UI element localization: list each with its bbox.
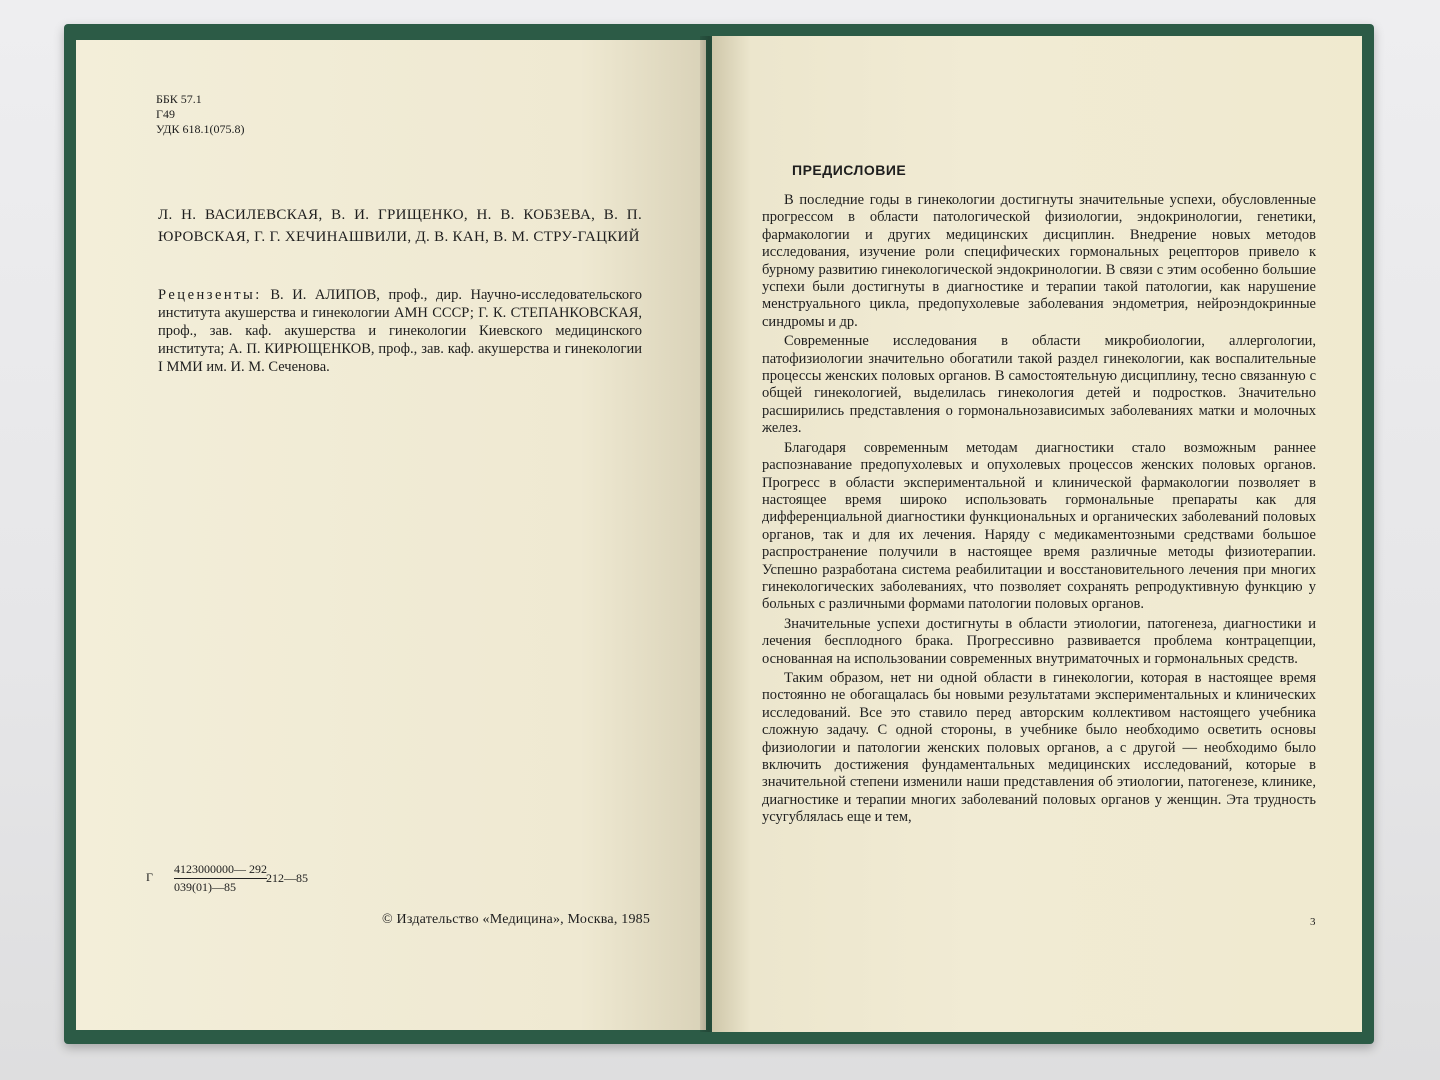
index-prefix: Г <box>146 870 153 884</box>
classification-codes <box>156 92 244 137</box>
paragraph: В последние годы в гинекологии достигнуты значительные успехи, обусловленные прогрессом в области патологической физиологии, эндокринологии, генетики, фармакологии и других медицинских дисциплин. Внедрение новых методов исследования, изучение роли специфических гормональных рецепторов привело к бурному развитию гинекологической эндокринологии. В связи с этим особенно большие успехи были достигнуты в диагностике и терапии такой патологии, как нарушение менструального цикла, предопухолевые заболевания эндометрия, нейроэндокринные синдромы и др. <box>762 192 1316 330</box>
reviewers-text: В. И. АЛИПОВ, проф., дир. Научно-исследовательского института акушерства и гинекологии АМН СССР; Г. К. СТЕПАНКОВСКАЯ, проф., зав. каф. акушерства и гинекологии Киевского медицинского института; А. П. КИРЮЩЕНКОВ, проф., зав. каф. акушерства и гинекологии I ММИ им. И. М. Сеченова. <box>158 287 642 375</box>
authors-list: Л. Н. ВАСИЛЕВСКАЯ, В. И. ГРИЩЕНКО, Н. В. КОБЗЕВА, В. П. ЮРОВСКАЯ, Г. Г. ХЕЧИНАШВИЛИ, Д. В. КАН, В. М. СТРУ-ГАЦКИЙ <box>158 207 642 245</box>
index-denominator: 039(01)—85 <box>174 880 236 894</box>
paragraph: Благодаря современным методам диагностики стало возможным раннее распознавание предопухолевых и опухолевых процессов женских половых органов. Прогресс в области экспериментальной и клинической фармакологии позволяет в настоящее время широко использовать гормональные препараты как для дифференциальной диагностики функциональных и органических заболеваний половых органов, так и для их лечения. Наряду с медикаментозными средствами большое распространение получили в настоящее время различные методы физиотерапии. Успешно разработана система реабилитации и восстановительного лечения при многих гинекологических заболеваниях, что позволяет сохранять репродуктивную функцию у больных с различными формами патологии половых органов. <box>762 439 1316 613</box>
reviewers-label: Рецензенты: <box>158 287 262 303</box>
right-page <box>712 36 1362 1032</box>
bbk-code: ББК 57.1 <box>156 92 202 106</box>
page-title: ПРЕДИСЛОВИЕ <box>792 162 907 178</box>
paragraph: Значительные успехи достигнуты в области этиологии, патогенеза, диагностики и лечения бесплодного брака. Прогрессивно развивается проблема контрацепции, основанная на использовании современных внутриматочных и гормональных средств. <box>762 615 1316 667</box>
left-page <box>76 40 706 1030</box>
author-mark: Г49 <box>156 107 175 121</box>
paragraph: Современные исследования в области микробиологии, аллергологии, патофизиологии значительно обогатили такой раздел гинекологии, как воспалительные процессы женских половых органов. В самостоятельную дисциплину, тесно связанную с общей гинекологией, выделилась гинекология детей и подростков. Значительно расширились представления о гормональнозависимых заболеваниях матки и молочных желез. <box>762 333 1316 437</box>
page-number: 3 <box>1310 916 1316 928</box>
udk-code: УДК 618.1(075.8) <box>156 122 245 136</box>
index-numerator: 4123000000— 292 <box>174 862 267 879</box>
paragraph: Таким образом, нет ни одной области в гинекологии, которая в настоящее время постоянно не обогащалась бы новыми результатами экспериментальных и клинических исследований. Все это ставило перед авторским коллективом настоящего учебника сложную задачу. С одной стороны, в учебнике было необходимо осветить основы физиологии и патологии женских половых органов, а с другой — необходимо было включить достижения фундаментальных медицинских исследований, которые в значительной степени изменили наши представления об этиологии, патогенезе, клинике, диагностике и терапии многих заболеваний половых органов у женщин. Эта трудность усугублялась еще и тем, <box>762 669 1316 826</box>
copyright-notice: © Издательство «Медицина», Москва, 1985 <box>382 912 651 927</box>
preface-body <box>762 192 1316 829</box>
reviewers-block <box>158 286 642 376</box>
index-suffix: 212—85 <box>266 871 308 885</box>
